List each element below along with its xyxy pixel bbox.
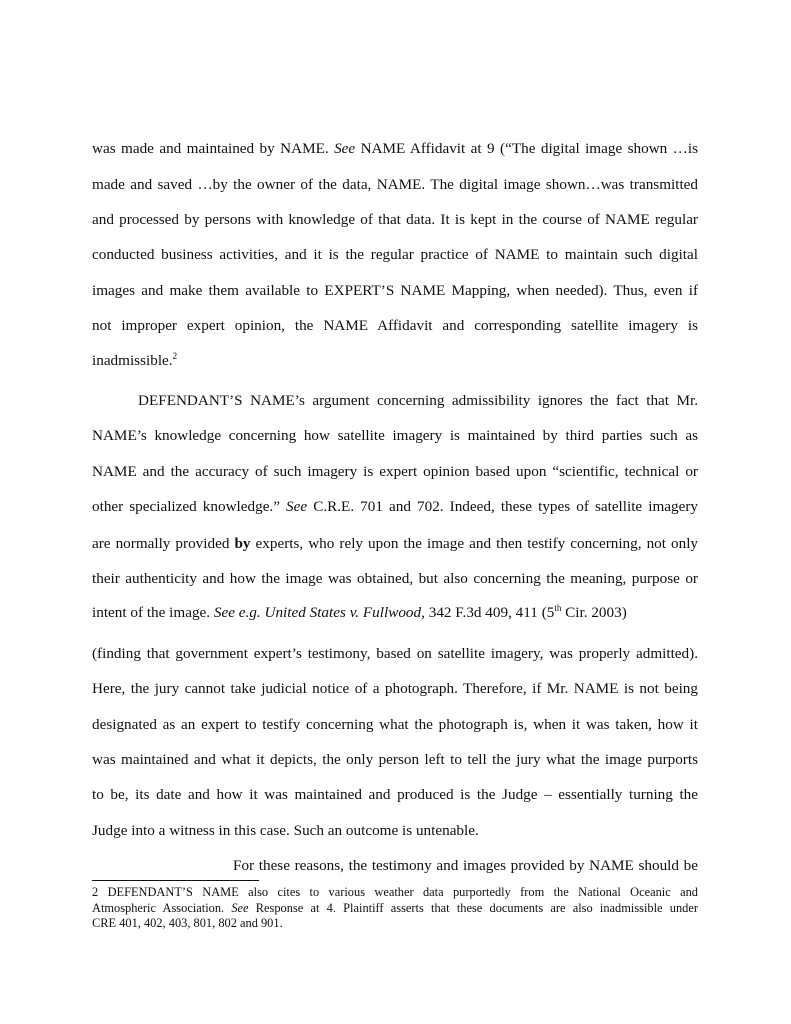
- body-line: Here, the jury cannot take judicial notice of a photograph. Therefore, if Mr. NAME is not being: [92, 680, 698, 697]
- body-line: NAME and the accuracy of such imagery is expert opinion based upon “scientific, technical or: [92, 463, 698, 480]
- signal-see: See: [334, 140, 356, 157]
- body-line: For these reasons, the testimony and images provided by NAME should be: [233, 857, 698, 874]
- body-line: designated as an expert to testify concerning what the photograph is, when it was taken, how it: [92, 716, 698, 733]
- signal-see: See: [286, 498, 308, 515]
- emphasis-by: by: [234, 535, 251, 552]
- body-line: NAME’s knowledge concerning how satellite imagery is maintained by third parties such as: [92, 427, 698, 444]
- footnote-line: Atmospheric Association. See Response at 4. Plaintiff asserts that these documents are also inadmissible under: [92, 901, 698, 915]
- body-line: to be, its date and how it was maintained and produced is the Judge – essentially turning the: [92, 786, 698, 803]
- body-line: inadmissible.$^2$: [92, 350, 178, 369]
- signal-see: See: [231, 901, 249, 915]
- body-line: are normally provided by experts, who rely upon the image and then testify concerning, not only: [92, 535, 699, 552]
- body-line: their authenticity and how the image was obtained, but also concerning the meaning, purpose or: [92, 570, 698, 587]
- body-line: Judge into a witness in this case. Such an outcome is untenable.: [92, 822, 479, 839]
- case-citation: See e.g. United States v. Fullwood: [213, 604, 422, 621]
- body-line: was maintained and what it depicts, the only person left to tell the jury what the image purports: [92, 751, 698, 768]
- footnote-line: 2 DEFENDANT’S NAME also cites to various weather data purportedly from the National Oceanic and: [92, 885, 698, 899]
- body-line: images and make them available to EXPERT’S NAME Mapping, when needed). Thus, even if: [92, 282, 698, 299]
- body-line: other specialized knowledge.” See C.R.E. 701 and 702. Indeed, these types of satellite imagery: [92, 498, 699, 515]
- body-line: intent of the image. See e.g. United States v. Fullwood, 342 F.3d 409, 411 (5th Cir. 2003): [92, 602, 627, 621]
- body-line: conducted business activities, and it is the regular practice of NAME to maintain such digital: [92, 246, 698, 263]
- body-line: and processed by persons with knowledge of that data. It is kept in the course of NAME regular: [92, 211, 698, 228]
- footnote-separator: [92, 880, 259, 881]
- body-line: DEFENDANT’S NAME’s argument concerning admissibility ignores the fact that Mr.: [138, 392, 698, 409]
- body-line: made and saved …by the owner of the data, NAME. The digital image shown…was transmitted: [92, 176, 698, 193]
- body-line: (finding that government expert’s testimony, based on satellite imagery, was properly admitted).: [92, 645, 698, 662]
- body-line: not improper expert opinion, the NAME Affidavit and corresponding satellite imagery is: [92, 317, 698, 334]
- footnote-marker: 2: [172, 350, 178, 361]
- footnote-line: CRE 401, 402, 403, 801, 802 and 901.: [92, 916, 283, 930]
- body-line: was made and maintained by NAME. See NAME Affidavit at 9 (“The digital image shown …is: [92, 140, 698, 157]
